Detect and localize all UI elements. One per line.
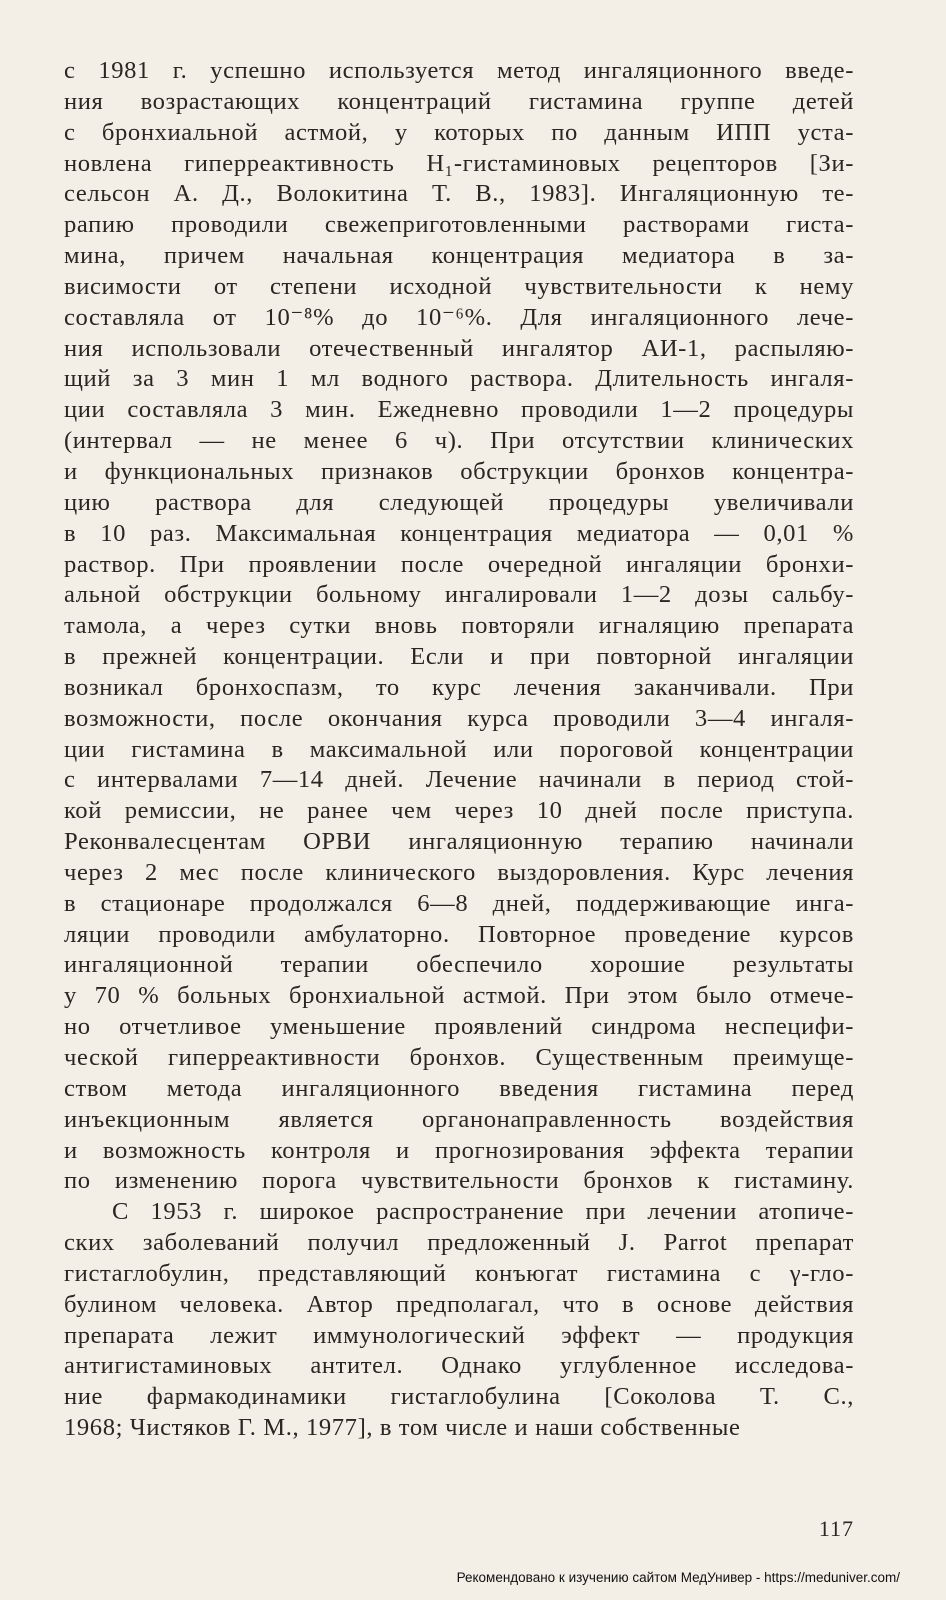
text-line: кой ремиссии, не ранее чем через 10 дней после приступа. [64,797,854,825]
paragraph-2 [64,1197,854,1444]
text-line: раствор. При проявлении после очередной ингаляции бронхи- [64,550,854,578]
text-line: ние фармакодинамики гистаглобулина [Соколова Т. С., [64,1383,854,1411]
text-line: и возможность контроля и прогнозирования эффекта терапии [64,1136,854,1164]
text-line: тамола, а через сутки вновь повторяли игналяцию препарата [64,612,854,640]
text-line: ции гистамина в максимальной или пороговой концентрации [64,735,854,763]
text-line: составляла от 10⁻⁸% до 10⁻⁶%. Для ингаляционного лече- [64,303,854,331]
text-line: 1968; Чистяков Г. М., 1977], в том числе и наши собственные [64,1414,741,1442]
text-line: ния возрастающих концентраций гистамина группе детей [64,87,854,115]
text-line: ингаляционной терапии обеспечило хорошие результаты [64,951,854,979]
text-line: ции составляла 3 мин. Ежедневно проводили 1—2 процедуры [64,396,854,424]
text-line: цию раствора для следующей процедуры увеличивали [64,488,854,516]
text-line: С 1953 г. широкое распространение при лечении атопиче- [112,1198,854,1226]
text-line: по изменению порога чувствительности бронхов к гистамину. [64,1167,854,1195]
text-line: через 2 мес после клинического выздоровления. Курс лечения [64,858,854,886]
text-line: возникал бронхоспазм, то курс лечения заканчивали. При [64,673,854,701]
text-line: гистаглобулин, представляющий конъюгат гистамина с γ-гло- [64,1259,854,1287]
text-line: ляции проводили амбулаторно. Повторное проведение курсов [64,920,854,948]
text-line: в прежней концентрации. Если и при повторной ингаляции [64,643,854,671]
text-line: альной обструкции больному ингалировали 1—2 дозы сальбу- [64,581,854,609]
text-line: и функциональных признаков обструкции бронхов концентра- [64,457,854,485]
text-line: но отчетливое уменьшение проявлений синдрома неспецифи- [64,1013,854,1041]
text-line: Реконвалесцентам ОРВИ ингаляционную терапию начинали [64,828,854,856]
text-line: ческой гиперреактивности бронхов. Существенным преимуще- [64,1044,854,1071]
text-line: с интервалами 7—14 дней. Лечение начинали в период стой- [64,766,854,794]
text-line: в 10 раз. Максимальная концентрация медиатора — 0,01 % [64,519,854,547]
text-line: ния использовали отечественный ингалятор АИ-1, распыляю- [64,334,854,362]
text-line: возможности, после окончания курса проводили 3—4 ингаля- [64,704,854,732]
text-line: у 70 % больных бронхиальной астмой. При этом было отмече- [64,982,854,1010]
page-number: 117 [818,1516,854,1541]
text-line: с 1981 г. успешно используется метод ингаляционного введе- [64,57,854,84]
text-line: (интервал — не менее 6 ч). При отсутствии клинических [64,427,854,455]
text-line: рапию проводили свежеприготовленными растворами гиста- [64,211,854,239]
text-line: инъекционным является органонаправленность воздействия [64,1105,854,1133]
text-line: мина, причем начальная концентрация медиатора в за- [64,242,854,270]
text-line: булином человека. Автор предполагал, что в основе действия [64,1290,854,1318]
text-line: новлена гиперреактивность H₁-гистаминовых рецепторов [Зи- [64,149,854,177]
footer-note: Рекомендовано к изучению сайтом МедУнивер - https://meduniver.com/ [456,1570,900,1585]
text-line: щий за 3 мин 1 мл водного раствора. Длительность ингаля- [64,365,854,393]
text-line: препарата лежит иммунологический эффект — продукция [64,1321,854,1349]
text-line: ских заболеваний получил предложенный J. Parrot препарат [64,1229,854,1257]
page-body [64,56,854,1444]
text-line: антигистаминовых антител. Однако углубленное исследова- [64,1352,854,1380]
text-line: с бронхиальной астмой, у которых по данным ИПП уста- [64,118,854,146]
text-line: в стационаре продолжался 6—8 дней, поддерживающие инга- [64,889,854,917]
text-line: висимости от степени исходной чувствительности к нему [64,272,854,300]
text-line: сельсон А. Д., Волокитина Т. В., 1983]. Ингаляционную те- [64,180,854,208]
paragraph-1 [64,56,854,1197]
text-line: ством метода ингаляционного введения гистамина перед [64,1074,854,1102]
